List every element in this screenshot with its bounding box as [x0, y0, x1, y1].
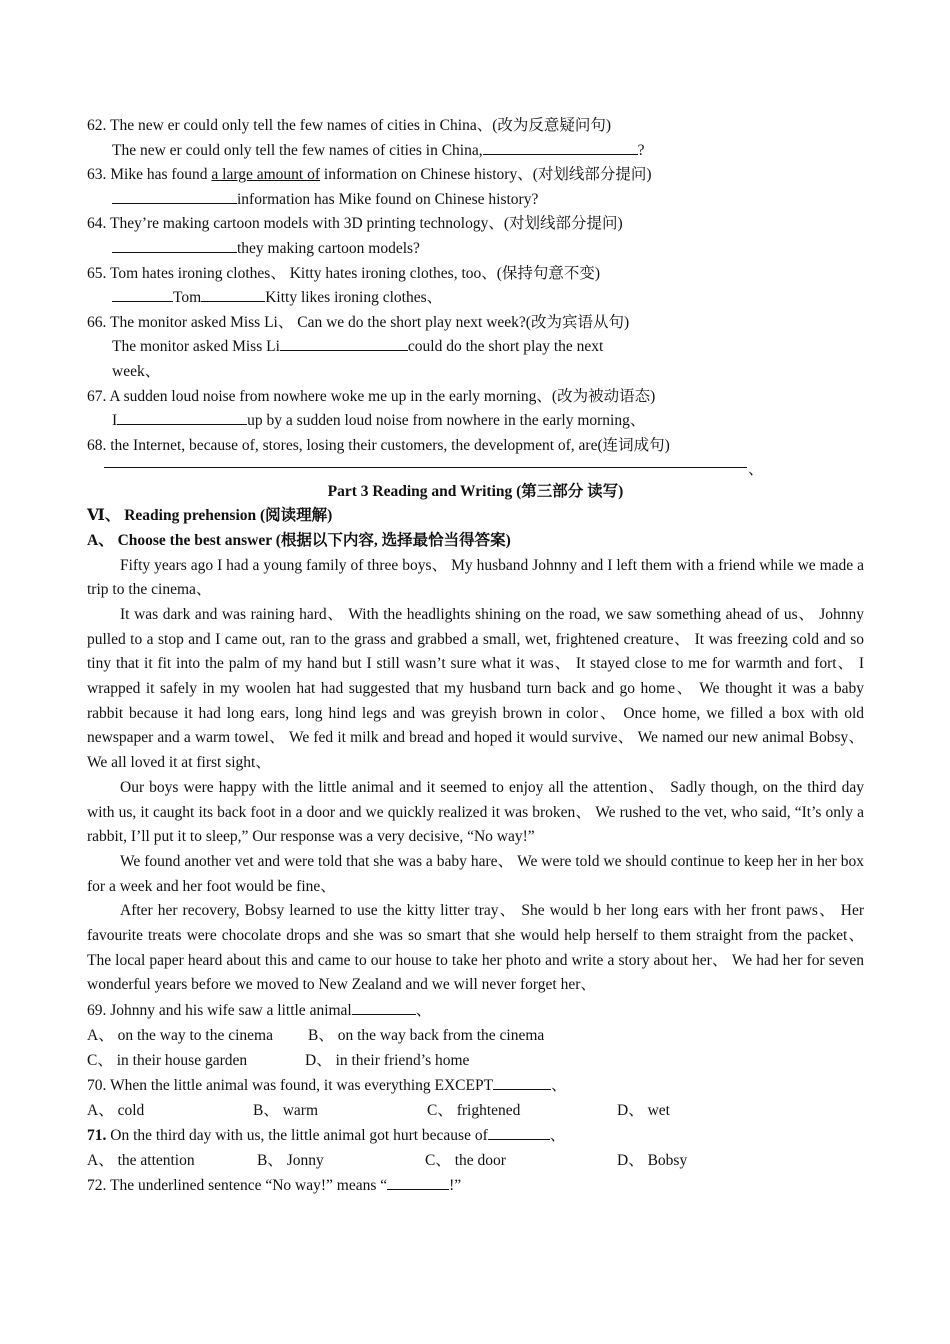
option-70-b[interactable]: B、 warm	[253, 1102, 319, 1120]
blank-65b[interactable]	[201, 300, 265, 302]
question-70-mark: 、	[551, 1077, 567, 1095]
question-63-text-b: information on Chinese history、(对划线部分提问)	[320, 166, 652, 184]
question-63	[87, 163, 864, 188]
blank-66[interactable]	[280, 349, 408, 351]
question-64: 64. They’re making cartoon models with 3D printing technology、(对划线部分提问)	[87, 215, 623, 233]
question-70-options	[87, 1098, 864, 1123]
question-62-mark: ?	[637, 141, 645, 159]
question-62-sentence: The new er could only tell the few names of cities in China,	[112, 141, 483, 159]
option-71-b[interactable]: B、 Jonny	[257, 1152, 324, 1170]
blank-72[interactable]	[387, 1188, 449, 1190]
reading-passage	[87, 554, 864, 999]
question-70-stem: 70. When the little animal was found, it was everything EXCEPT	[87, 1077, 494, 1095]
question-72	[87, 1173, 864, 1198]
question-66: 66. The monitor asked Miss Li、 Can we do the short play next week?(改为宾语从句)	[87, 313, 630, 331]
question-71	[87, 1123, 864, 1148]
question-68: 68. the Internet, because of, stores, losing their customers, the development of, are(连词成句)	[87, 436, 670, 454]
section-a-title: A、 Choose the best answer (根据以下内容, 选择最恰当得答案)	[87, 531, 511, 549]
question-65-answer-line	[87, 286, 864, 311]
question-65-word-a: Tom	[173, 289, 202, 307]
question-66-text-b: could do the short play the next	[407, 338, 604, 356]
question-68-end-mark: 、	[748, 461, 764, 479]
option-69-c[interactable]: C、 in their house garden	[87, 1052, 248, 1070]
question-66-end: week、	[112, 362, 161, 380]
blank-71[interactable]	[488, 1138, 550, 1140]
question-63-answer-line	[87, 188, 864, 213]
question-67-answer-line	[87, 409, 864, 434]
question-72-stem: 72. The underlined sentence “No way!” means “	[87, 1177, 388, 1195]
question-69-options-row1	[87, 1023, 864, 1048]
question-63-underlined: a large amount of	[211, 166, 321, 184]
question-71-mark: 、	[549, 1127, 566, 1145]
question-71-stem: On the third day with us, the little animal got hurt because of	[106, 1127, 488, 1145]
question-63-sentence: information has Mike found on Chinese history?	[237, 190, 539, 208]
passage-paragraph: We found another vet and were told that she was a baby hare、 We were told we should continue to keep her in her box for a week and her foot would be fine、	[87, 852, 864, 895]
passage-paragraph: It was dark and was raining hard、 With the headlights shining on the road, we saw something ahead of us、 Johnny pulled to a stop and I came out, ran to the grass and grabbed a small, wet, frightened creature、 It was freezing cold and so tiny that it fit into the palm of my hand but I still wasn’t sure what it was、 It stayed close to me for warmth and fort、 I wrapped it safely in my woolen hat had suggested that my husband turn back and go home、 We thought it was a baby rabbit because it had long ears, long hind legs and was greyish brown in color、 Once home, we filled a box with old newspaper and a warm towel、 We fed it milk and bread and hoped it would survive、 We named our new animal Bobsy、 We all loved it at first sight、	[87, 605, 864, 772]
question-62: 62. The new er could only tell the few names of cities in China、(改为反意疑问句)	[87, 117, 612, 134]
question-67-text-a: I	[112, 412, 118, 430]
worksheet-page	[87, 114, 864, 1198]
option-70-d[interactable]: D、 wet	[617, 1102, 670, 1120]
blank-63[interactable]	[112, 202, 237, 204]
part-3-title: Part 3 Reading and Writing (第三部分 读写)	[327, 483, 624, 501]
question-65: 65. Tom hates ironing clothes、 Kitty hates ironing clothes, too、(保持句意不变)	[87, 264, 601, 282]
option-70-a[interactable]: A、 cold	[87, 1102, 145, 1120]
option-69-b[interactable]: B、 on the way back from the cinema	[308, 1027, 545, 1045]
passage-paragraph: Our boys were happy with the little animal and it seemed to enjoy all the attention、 Sadly though, on the third day with us, it caught its back foot in a door and we quickly realized it was broken、 We rushed to the vet, who said, “It’s only a rabbit, I’ll put it to sleep,” Our response was a very decisive, “No way!”	[87, 778, 864, 846]
option-71-a[interactable]: A、 the attention	[87, 1152, 195, 1170]
blank-65a[interactable]	[112, 300, 173, 302]
option-69-d[interactable]: D、 in their friend’s home	[305, 1052, 470, 1070]
question-67: 67. A sudden loud noise from nowhere woke me up in the early morning、(改为被动语态)	[87, 387, 656, 405]
question-64-answer-line	[87, 237, 864, 262]
blank-69[interactable]	[352, 1013, 416, 1015]
option-70-c[interactable]: C、 frightened	[427, 1102, 521, 1120]
question-69-stem: 69. Johnny and his wife saw a little animal	[87, 1002, 352, 1020]
question-65-word-b: Kitty likes ironing clothes、	[265, 289, 443, 307]
question-71-options	[87, 1148, 864, 1173]
question-69-mark: 、	[415, 1002, 432, 1020]
question-67-text-b: up by a sudden loud noise from nowhere in the early morning、	[247, 412, 646, 430]
option-71-c[interactable]: C、 the door	[425, 1152, 506, 1170]
question-72-mark: !”	[449, 1177, 462, 1195]
question-68-answer-line	[87, 458, 864, 480]
blank-62[interactable]	[483, 153, 638, 155]
question-70	[87, 1073, 864, 1098]
question-62-answer-line	[87, 139, 864, 164]
blank-67[interactable]	[117, 423, 247, 425]
blank-68[interactable]	[104, 467, 747, 468]
question-63-text-a: 63. Mike has found	[87, 166, 212, 184]
option-71-d[interactable]: D、 Bobsy	[617, 1152, 688, 1170]
passage-paragraph: Fifty years ago I had a young family of three boys、 My husband Johnny and I left them with a friend while we made a trip to the cinema、	[87, 556, 864, 599]
option-69-a[interactable]: A、 on the way to the cinema	[87, 1027, 273, 1045]
question-71-number: 71.	[87, 1127, 107, 1145]
question-69-options-row2	[87, 1048, 864, 1073]
passage-paragraph: After her recovery, Bobsy learned to use the kitty litter tray、 She would b her long ears with her front paws、 Her favourite treats were chocolate drops and she was so smart that she would help herself to them straight from the packet、 The local paper heard about this and came to our house to take her photo and write a story about her、 We had her for seven wonderful years before we moved to New Zealand and we will never forget her、	[87, 902, 864, 994]
section-6-title: Ⅵ、 Reading prehension (阅读理解)	[87, 507, 333, 525]
blank-70[interactable]	[493, 1088, 551, 1090]
blank-64[interactable]	[112, 251, 237, 253]
question-66-answer-line	[87, 335, 864, 360]
question-64-sentence: they making cartoon models?	[237, 239, 420, 257]
question-66-text-a: The monitor asked Miss Li	[112, 338, 280, 356]
question-69	[87, 998, 864, 1023]
